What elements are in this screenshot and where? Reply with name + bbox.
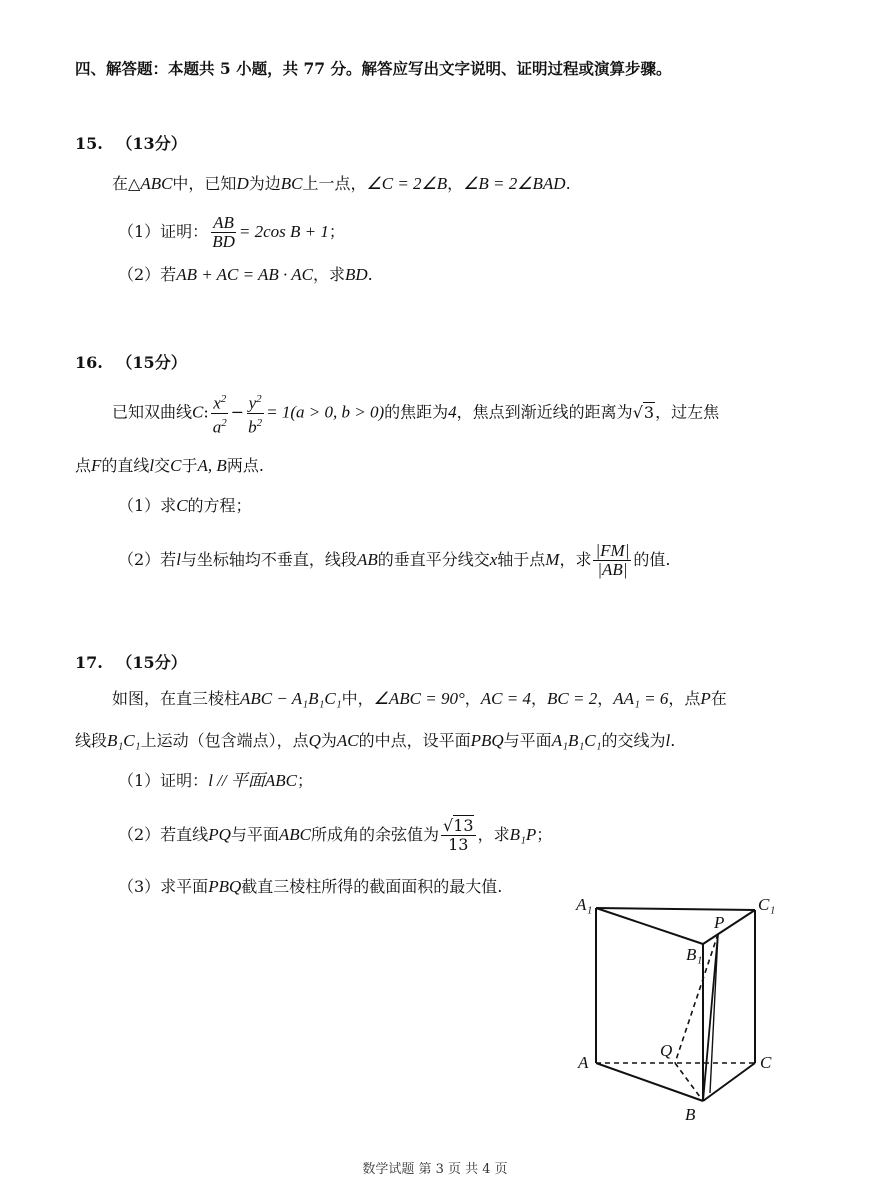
var-AB: AB xyxy=(356,550,378,569)
label-B1: B₁ xyxy=(686,945,703,964)
var-P: P xyxy=(700,689,711,708)
q16-score: （15分） xyxy=(116,353,187,372)
q17-stem-line2 xyxy=(75,730,675,752)
q17-prism: ABC − A₁B₁C₁ xyxy=(240,689,342,708)
q17-p1-end: ； xyxy=(296,771,313,790)
q15-stem-d: 上一点， xyxy=(302,174,367,193)
label-C1: C₁ xyxy=(758,895,776,914)
q17-part1 xyxy=(118,770,313,792)
var-PBQ: PBQ xyxy=(470,731,504,750)
q17-stem1-b: 中， xyxy=(341,689,374,708)
var-x: x xyxy=(489,550,498,569)
q15-number: 15. xyxy=(75,134,103,153)
q16-stem2-c: 交 xyxy=(154,456,171,475)
q17-p2-a: 与平面 xyxy=(230,825,279,844)
q16-frac-y: $\frac{y^2}{b^2}$ xyxy=(246,390,264,436)
var-M: M xyxy=(545,550,560,569)
q15-score: （13分） xyxy=(116,134,187,153)
q17-title xyxy=(75,652,187,674)
q16-focal: 4 xyxy=(448,402,457,422)
q16-stem2-a: 点 xyxy=(75,456,92,475)
q17-part3 xyxy=(118,876,502,898)
q16-frac-x: $\frac{x^2}{a^2}$ xyxy=(211,390,229,436)
q15-p1-den: BD xyxy=(212,232,235,251)
q17-p2-c: ，求 xyxy=(477,825,510,844)
q15-stem: 在△ABC中，已知D为边BC上一点，∠C = 2∠B，∠B = 2∠BAD. xyxy=(112,174,571,193)
q17-stem2-f: 的交线为 xyxy=(601,731,666,750)
q16-p2-prefix: （2）若 xyxy=(118,550,177,569)
q16-stem-line1: 已知双曲线C: $\frac{x^2}{a^2}$ − $\frac{y^2}{b^2}$ = 1(a > 0, b > 0)的焦距为4，焦点到渐近线的距离为√3，过左焦 xyxy=(112,390,719,436)
q16-stem-b: 的焦距为 xyxy=(384,402,449,422)
q16-part1 xyxy=(118,495,252,517)
var-l2: l xyxy=(176,550,181,569)
q15-p2-prefix: （2）若 xyxy=(118,265,177,284)
q17-stem-line1: 如图，在直三棱柱ABC − A₁B₁C₁中，∠ABC = 90°，AC = 4，BC = 2，AA₁ = 6，点P在 xyxy=(112,689,727,708)
q15-stem-b: 中，已知 xyxy=(172,174,237,193)
label-P: P xyxy=(714,913,725,932)
var-BD: BD xyxy=(344,265,368,284)
label-C: C xyxy=(760,1053,772,1072)
q17-p1-prefix: （1）证明： xyxy=(118,771,209,790)
q17-score: （15分） xyxy=(116,653,187,672)
var-PBQ2: PBQ xyxy=(208,877,242,896)
q17-seg: B₁C₁ xyxy=(107,731,141,750)
q17-p2-prefix: （2）若直线 xyxy=(118,825,209,844)
q17-number: 17. xyxy=(75,653,103,672)
q16-p2-d: ，求 xyxy=(559,550,592,569)
q17-p2-end: ； xyxy=(536,825,553,844)
var-Q: Q xyxy=(308,731,321,750)
var-AandB: A, B xyxy=(197,456,227,475)
q16-stem-a: 已知双曲线 xyxy=(112,402,193,422)
var-BC: BC xyxy=(280,174,303,193)
q17-stem2-b: 上运动（包含端点），点 xyxy=(140,731,309,750)
q16-stem-line2 xyxy=(75,455,264,477)
q16-p2-fraction xyxy=(593,542,631,579)
q16-number: 16. xyxy=(75,353,103,372)
q16-p2-c: 轴于点 xyxy=(497,550,546,569)
var-l3: l xyxy=(665,731,671,750)
q16-sqrt: √3 xyxy=(632,402,655,422)
q16-part2 xyxy=(118,538,670,582)
q17-p2-seg: B₁P xyxy=(509,825,537,844)
var-l: l xyxy=(149,456,155,475)
section-header: 四、解答题：本题共 5 小题，共 77 分。解答应写出文字说明、证明过程或演算步骤。 xyxy=(75,59,672,78)
edge-B1C1 xyxy=(703,910,755,944)
q17-angle: ∠ABC = 90° xyxy=(373,689,465,708)
q16-stem-c: ，焦点到渐近线的距离为 xyxy=(456,402,633,422)
q15-p1-num: AB xyxy=(213,213,234,232)
var-ABC3: ABC xyxy=(278,825,311,844)
q17-plane2: A₁B₁C₁ xyxy=(551,731,602,750)
var-ABC: ABC xyxy=(140,174,173,193)
q15-p1-prefix: （1）证明： xyxy=(118,222,209,241)
q16-stem2-e: 两点. xyxy=(226,456,264,475)
var-D: D xyxy=(236,174,249,193)
q17-p3-a: 截直三棱柱所得的截面面积的最大值. xyxy=(241,877,503,896)
q15-cond1: ∠C = 2∠B xyxy=(366,174,448,193)
label-B: B xyxy=(685,1105,696,1124)
label-Q: Q xyxy=(660,1041,673,1060)
q16-p2-num: |FM| xyxy=(595,541,630,560)
q15-part2 xyxy=(118,264,373,286)
q16-p2-b: 的垂直平分线交 xyxy=(377,550,490,569)
q16-title xyxy=(75,352,187,374)
q15-p2-mid: ，求 xyxy=(312,265,345,284)
q15-p2-expr: AB + AC = AB · AC xyxy=(176,265,313,284)
q16-stem2-d: 于 xyxy=(181,456,198,475)
q16-stem2-b: 的直线 xyxy=(101,456,150,475)
q17-stem2-d: 的中点，设平面 xyxy=(358,731,471,750)
var-AC: AC xyxy=(336,731,359,750)
label-A1: A₁ xyxy=(576,895,593,914)
q16-p1-end: 的方程； xyxy=(187,496,252,515)
q15-title xyxy=(75,133,187,155)
edge-A1B1 xyxy=(596,908,703,944)
q17-p2-fraction: $\frac{√13}{13}$ xyxy=(443,816,474,854)
q15-stem-a: 在△ xyxy=(112,174,141,193)
q17-aa: AA₁ = 6 xyxy=(613,689,669,708)
q16-p2-end: 的值. xyxy=(633,550,671,569)
q16-eq-tail: = 1(a > 0, b > 0) xyxy=(266,402,385,422)
q17-stem1-a: 如图，在直三棱柱 xyxy=(112,689,241,708)
q15-part1 xyxy=(118,212,345,252)
q15-cond2: ∠B = 2∠BAD xyxy=(463,174,566,193)
var-C2: C xyxy=(170,456,182,475)
q17-stem1-c: ，点 xyxy=(668,689,701,708)
q17-part2 xyxy=(118,810,552,860)
label-A: A xyxy=(578,1053,589,1072)
q17-p2-b: 所成角的余弦值为 xyxy=(310,825,439,844)
q17-stem1-d: 在 xyxy=(710,689,727,708)
q15-p1-end: ； xyxy=(328,222,345,241)
q16-p2-a: 与坐标轴均不垂直，线段 xyxy=(180,550,357,569)
edge-AB xyxy=(596,1063,703,1101)
q17-stem2-e: 与平面 xyxy=(503,731,552,750)
q15-p1-fraction xyxy=(210,214,237,251)
var-C: C xyxy=(192,402,204,422)
q15-stem-c: 为边 xyxy=(248,174,281,193)
q17-p3-prefix: （3）求平面 xyxy=(118,877,209,896)
q17-p1-expr: l // 平面 xyxy=(208,771,265,790)
q17-stem2-c: 为 xyxy=(320,731,337,750)
var-PQ: PQ xyxy=(208,825,231,844)
edge-A1C1 xyxy=(596,908,755,910)
page-footer: 数学试题 第 3 页 共 4 页 xyxy=(362,1162,508,1177)
q16-stem-d: ，过左焦 xyxy=(655,402,720,422)
q16-p1-prefix: （1）求 xyxy=(118,496,177,515)
q17-bc: BC = 2 xyxy=(547,689,598,708)
var-ABC2: ABC xyxy=(264,771,297,790)
q15-p1-rhs: = 2cos B + 1 xyxy=(238,222,329,241)
q17-ac: AC = 4 xyxy=(480,689,531,708)
q17-stem2-a: 线段 xyxy=(75,731,108,750)
q15-p2-end: . xyxy=(367,265,373,284)
prism-figure xyxy=(570,888,790,1128)
q16-p2-den: |AB| xyxy=(597,560,628,579)
var-C3: C xyxy=(176,496,188,515)
q17-stem2-end: . xyxy=(670,731,676,750)
var-F: F xyxy=(91,456,102,475)
